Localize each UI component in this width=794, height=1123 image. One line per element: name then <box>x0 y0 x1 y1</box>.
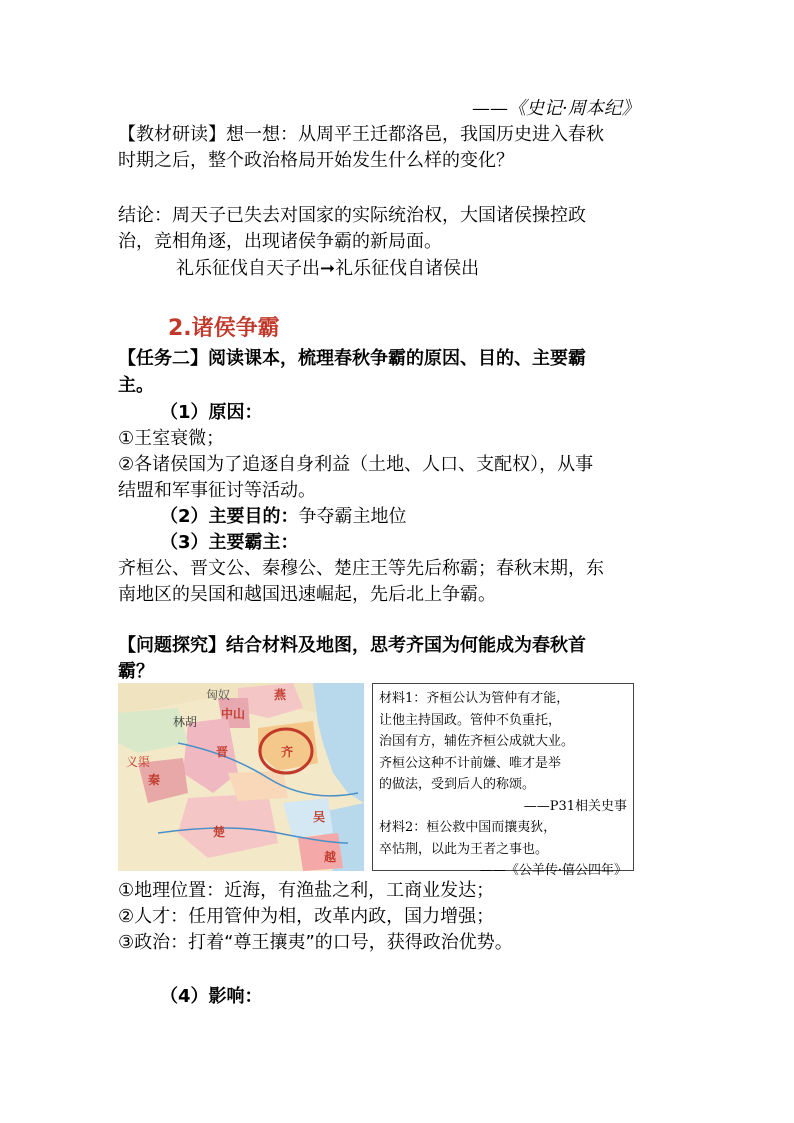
material-1-line-2: 让他主持国政。管仲不负重托， <box>379 712 562 728</box>
material-2-line-2: 卒怗荆，以此为王者之事也。 <box>379 841 549 857</box>
material-1-line-4: 齐桓公这种不计前嫌、唯才是举 <box>379 755 562 771</box>
answer-2: ②人才：任用管仲为相，改革内政，国力增强； <box>118 906 495 927</box>
task2-line-1: 【任务二】阅读课本，梳理春秋争霸的原因、目的、主要霸 <box>118 348 586 369</box>
map-label-chu: 楚 <box>213 825 226 839</box>
material-1-line-3: 治国有方，辅佐齐桓公成就大业。 <box>379 734 575 749</box>
section-title: 2.诸侯争霸 <box>168 316 280 341</box>
map-label-xiongnu: 匈奴 <box>206 688 231 702</box>
hegemon-title: （3）主要霸主： <box>160 532 299 553</box>
material-1-source: ——P31相关史事 <box>523 798 627 814</box>
map-label-qin: 秦 <box>148 773 161 787</box>
materials-box <box>372 683 634 878</box>
material-2-line-1: 材料2：桓公救中国而攘夷狄， <box>379 820 557 835</box>
hegemon-line-1: 齐桓公、晋文公、秦穆公、楚庄王等先后称霸；春秋末期，东 <box>118 558 604 579</box>
conclusion-line-1: 结论：周天子已失去对国家的实际统治权，大国诸侯操控政 <box>118 205 586 226</box>
map-label-jin: 晋 <box>216 745 229 759</box>
conclusion-line-2: 治，竞相角逐，出现诸侯争霸的新局面。 <box>118 231 442 252</box>
map-label-yiqu: 义渠 <box>126 755 151 769</box>
map-label-yue: 越 <box>324 850 337 864</box>
conclusion-line-3: 礼乐征伐自天子出➞礼乐征伐自诸侯出 <box>176 258 480 279</box>
material-1-line-5: 的做法，受到后人的称颂。 <box>379 777 536 792</box>
purpose-title: （2）主要目的： <box>160 506 299 527</box>
cause-2b: 结盟和军事征讨等活动。 <box>118 480 316 501</box>
task2-line-2: 主。 <box>118 375 154 396</box>
purpose-text: 争夺霸主地位 <box>298 506 407 527</box>
inquiry-line-1: 【问题探究】结合材料及地图，思考齐国为何能成为春秋首 <box>118 635 586 656</box>
impact-title: （4）影响： <box>160 986 263 1007</box>
cause-title: （1）原因： <box>160 402 263 423</box>
map-label-linhu: 林胡 <box>173 715 198 729</box>
reading-line-2: 时期之后，整个政治格局开始发生什么样的变化？ <box>118 150 514 171</box>
spring-autumn-map <box>118 683 364 871</box>
reading-line-1: 【教材研读】想一想：从周平王迁都洛邑，我国历史进入春秋 <box>118 124 604 145</box>
map-label-zhongshan: 中山 <box>221 707 246 721</box>
inquiry-line-2: 霸？ <box>118 661 154 682</box>
hegemon-line-2: 南地区的吴国和越国迅速崛起，先后北上争霸。 <box>118 584 496 605</box>
map-label-qi: 齐 <box>281 745 294 759</box>
citation-shiji: ——《史记·周本纪》 <box>472 98 640 119</box>
material-2-source: ——《公羊传·僖公四年》 <box>479 863 627 878</box>
cause-2a: ②各诸侯国为了追逐自身利益（土地、人口、支配权），从事 <box>118 454 594 475</box>
answer-3: ③政治：打着“尊王攘夷”的口号，获得政治优势。 <box>118 932 513 953</box>
map-label-yan: 燕 <box>274 688 287 702</box>
map-label-wu: 吴 <box>313 810 326 824</box>
cause-1: ①王室衰微； <box>118 428 225 449</box>
answer-1: ①地理位置：近海，有渔盐之利，工商业发达； <box>118 880 495 901</box>
material-1-line-1: 材料1：齐桓公认为管仲有才能， <box>379 691 570 706</box>
